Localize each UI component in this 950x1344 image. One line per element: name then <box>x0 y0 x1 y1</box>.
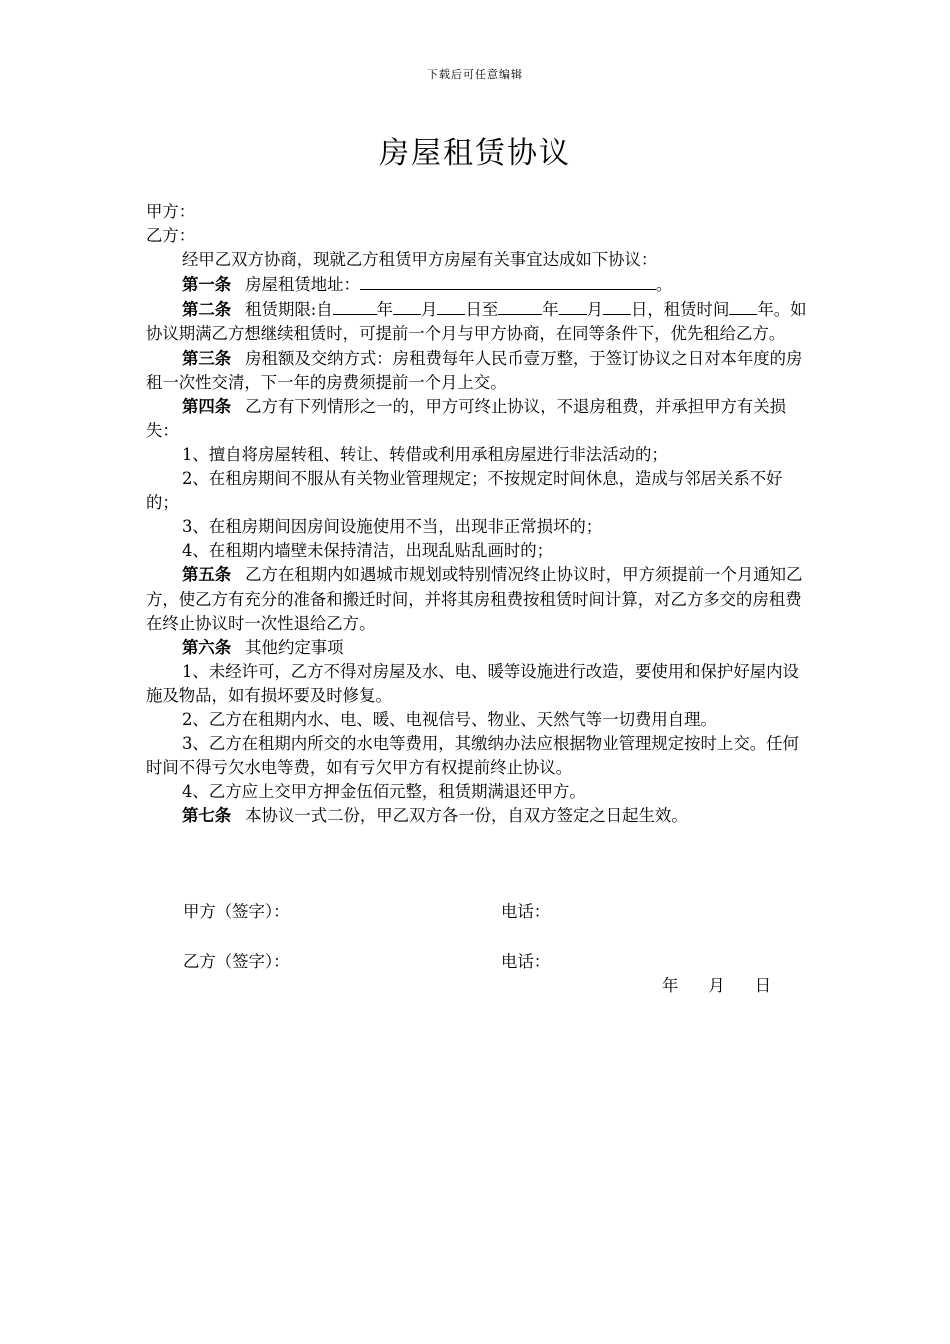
party-a-signature-row <box>183 898 783 922</box>
party-a-line: 甲方： <box>146 202 196 221</box>
article-6-item: 2、乙方在租期内水、电、暖、电视信号、物业、天然气等一切费用自理。 <box>182 709 717 729</box>
party-b-signature-label: 乙方（签字）： <box>183 952 290 971</box>
article-5 <box>146 563 810 635</box>
article-4-item: 1、擅自将房屋转租、转让、转借或利用承租房屋进行非法活动的； <box>182 444 668 464</box>
article-1 <box>146 272 810 297</box>
duration-blank <box>729 297 757 315</box>
header-note: 下载后可任意编辑 <box>427 68 523 81</box>
month-label: 月 <box>421 300 438 320</box>
article-4-item: 4、在租期内墙壁未保持清洁，出现乱贴乱画时的； <box>182 541 554 561</box>
article-3-text: 房租额及交纳方式：房租费每年人民币壹万整，于签订协议之日对本年度的房租一次性交清，下一年的房费须提前一个月上交。 <box>146 348 803 392</box>
year-label: 年 <box>376 300 394 320</box>
article-6-text: 其他约定事项 <box>245 637 344 657</box>
article-4-label: 第四条 <box>182 396 232 416</box>
article-3 <box>146 347 810 395</box>
article-6-item: 4、乙方应上交甲方押金伍佰元整，租赁期满退还甲方。 <box>182 782 586 802</box>
party-a-signature-label: 甲方（签字）： <box>183 902 290 921</box>
document-title: 房屋租赁协议 <box>379 136 571 171</box>
end-day-blank <box>603 297 631 315</box>
month-label-2: 月 <box>586 300 603 320</box>
start-year-blank <box>333 297 377 315</box>
intro-paragraph: 经甲乙双方协商，现就乙方租赁甲方房屋有关事宜达成如下协议： <box>182 250 658 270</box>
article-1-end: 。 <box>655 275 673 295</box>
article-3-label: 第三条 <box>182 348 232 368</box>
article-6 <box>146 636 810 660</box>
year-label-2: 年 <box>542 300 559 320</box>
party-b-phone-label: 电话： <box>501 952 551 971</box>
date-month-label: 月 <box>708 976 725 995</box>
article-5-label: 第五条 <box>182 565 232 585</box>
article-1-label: 第一条 <box>182 275 232 295</box>
start-month-blank <box>393 297 421 315</box>
article-7-label: 第七条 <box>182 806 232 826</box>
end-year-blank <box>498 297 542 315</box>
article-4-item: 3、在租房期间因房间设施使用不当，出现非正常损坏的； <box>182 517 603 537</box>
party-b-line: 乙方： <box>146 226 196 246</box>
party-b-signature-row <box>183 948 783 972</box>
date-day-label: 日 <box>754 976 772 995</box>
date-line <box>662 972 801 996</box>
article-4-text: 乙方有下列情形之一的，甲方可终止协议，不退房租费，并承担甲方有关损失： <box>146 396 787 440</box>
article-2-label: 第二条 <box>182 300 232 320</box>
article-6-item: 1、未经许可，乙方不得对房屋及水、电、暖等设施进行改造，要使用和保护好屋内设施及物品，如有损坏要及时修复。 <box>146 661 799 705</box>
party-a-phone-label: 电话： <box>501 902 551 921</box>
article-7-text: 本协议一式二份，甲乙双方各一份，自双方签定之日起生效。 <box>245 806 688 826</box>
date-year-label: 年 <box>662 976 679 995</box>
article-2-t1: 租赁期限:自 <box>245 300 333 320</box>
article-4 <box>146 395 810 443</box>
article-4-item: 2、在租房期间不服从有关物业管理规定；不按规定时间休息，造成与邻居关系不好的； <box>146 469 783 513</box>
article-2-t2: 年。如协议期满乙方想继续租赁时，可提前一个月与甲方协商，在同等条件下，优先租给乙方。 <box>146 300 807 344</box>
article-2 <box>146 297 810 346</box>
day-to-label: 日至 <box>465 300 499 320</box>
agreement-body <box>146 200 810 828</box>
article-6-label: 第六条 <box>182 637 232 657</box>
day-duration-label: 日，租赁时间 <box>631 300 730 320</box>
article-6-item: 3、乙方在租期内所交的水电等费用，其缴纳办法应根据物业管理规定按时上交。任何时间不得亏欠水电等费，如有亏欠甲方有权提前终止协议。 <box>146 734 799 778</box>
address-blank <box>360 272 656 290</box>
end-month-blank <box>559 297 587 315</box>
start-day-blank <box>437 297 465 315</box>
article-5-text: 乙方在租期内如遇城市规划或特别情况终止协议时，甲方须提前一个月通知乙方，使乙方有充分的准备和搬迁时间，并将其房租费按租赁时间计算，对乙方多交的房租费在终止协议时一次性退给乙方。 <box>146 565 803 633</box>
article-7 <box>146 804 810 828</box>
article-1-text: 房屋租赁地址： <box>245 275 360 295</box>
